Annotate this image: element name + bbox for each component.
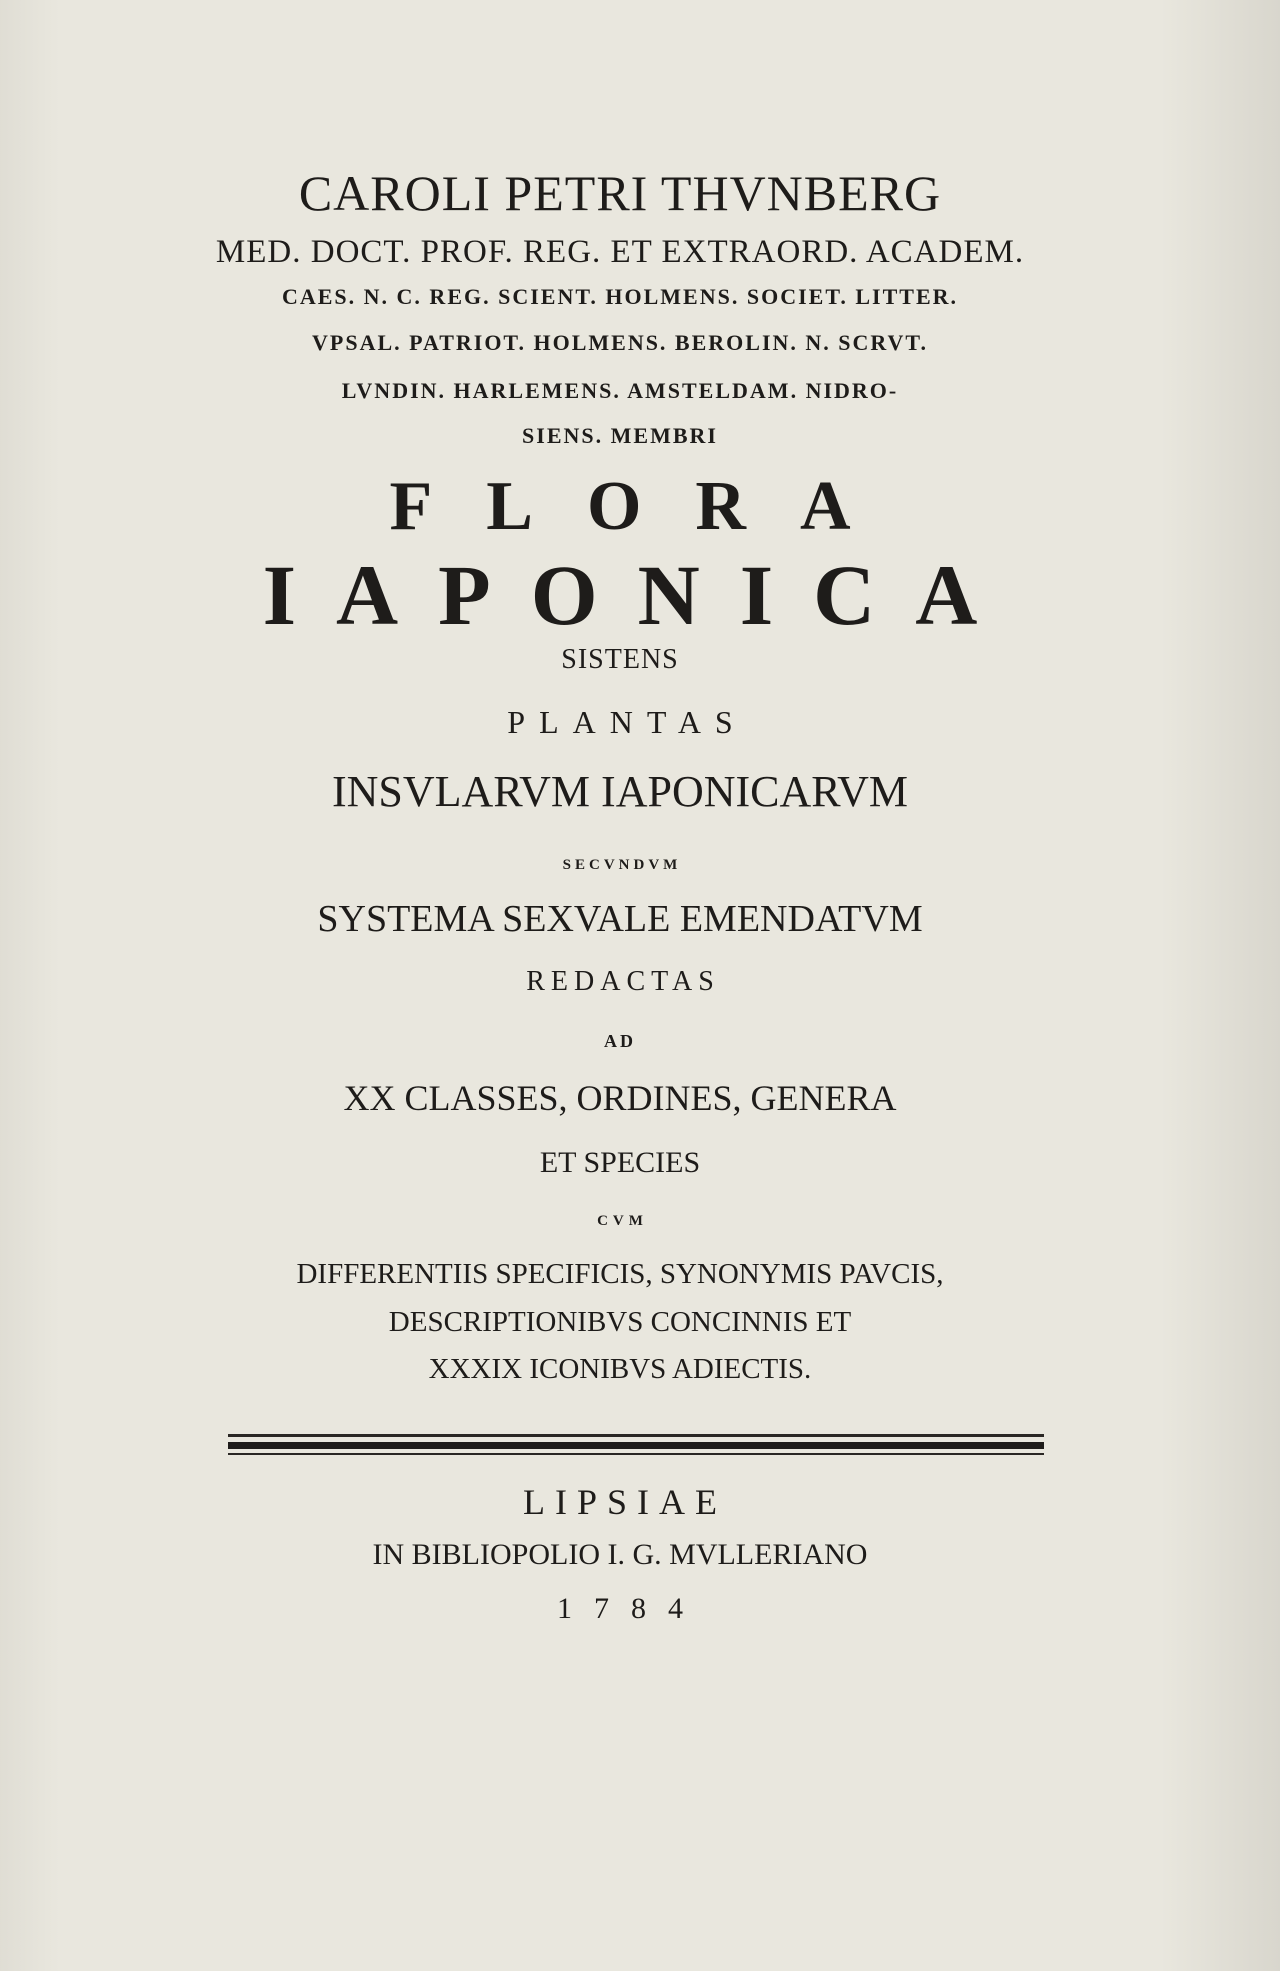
- subtitle-systema: SYSTEMA SEXVALE EMENDATVM: [317, 898, 923, 940]
- subtitle-et-species: ET SPECIES: [539, 1146, 701, 1179]
- credentials-line-2: CAES. N. C. REG. SCIENT. HOLMENS. SOCIET. LITTER.: [281, 284, 959, 309]
- ornamental-rule: [228, 1434, 1044, 1456]
- description-line-2: DESCRIPTIONIBVS CONCINNIS ET: [388, 1306, 852, 1338]
- subtitle-secundum: SECVNDVM: [562, 857, 682, 873]
- imprint-publisher: IN BIBLIOPOLIO I. G. MVLLERIANO: [372, 1538, 868, 1571]
- credentials-line-4: LVNDIN. HARLEMENS. AMSTELDAM. NIDRO-: [341, 378, 899, 403]
- imprint-year: 1784: [557, 1592, 705, 1625]
- book-title-line-1: FLORA: [389, 468, 905, 545]
- description-line-1: DIFFERENTIIS SPECIFICIS, SYNONYMIS PAVCIS,: [296, 1258, 944, 1290]
- subtitle-sistens: SISTENS: [561, 644, 679, 675]
- credentials-line-1: MED. DOCT. PROF. REG. ET EXTRAORD. ACADEM.: [215, 234, 1025, 270]
- subtitle-redactas: REDACTAS: [526, 966, 720, 997]
- subtitle-insularum: INSVLARVM IAPONICARVM: [332, 767, 908, 816]
- book-title-line-2: IAPONICA: [262, 547, 1018, 643]
- subtitle-classes: XX CLASSES, ORDINES, GENERA: [343, 1078, 897, 1118]
- subtitle-cum: CVM: [597, 1213, 648, 1229]
- credentials-line-3: VPSAL. PATRIOT. HOLMENS. BEROLIN. N. SCRVT.: [312, 330, 928, 355]
- description-line-3: XXXIX ICONIBVS ADIECTIS.: [428, 1353, 812, 1385]
- credentials-line-5: SIENS. MEMBRI: [522, 423, 718, 448]
- rule-thin-top: [228, 1434, 1044, 1437]
- subtitle-plantas: PLANTAS: [507, 704, 747, 740]
- author-name: CAROLI PETRI THVNBERG: [298, 165, 942, 221]
- subtitle-ad: AD: [604, 1031, 636, 1051]
- rule-thin-bottom: [228, 1453, 1044, 1455]
- rule-thick-middle: [228, 1442, 1044, 1449]
- imprint-place: LIPSIAE: [523, 1482, 727, 1522]
